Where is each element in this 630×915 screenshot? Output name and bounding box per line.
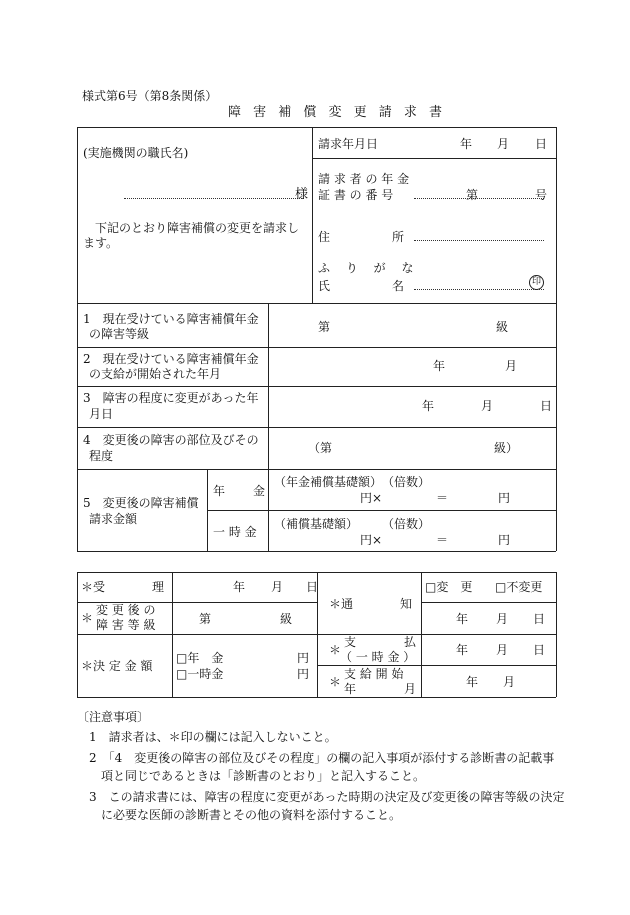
note-2-line-1: 2 「4 変更後の障害の部位及びその程度」の欄の記入事項が添付する診断書の記載事	[89, 751, 555, 765]
row5-a-equals: ＝	[436, 491, 449, 505]
row4-label-2: 程度	[89, 449, 114, 463]
request-date-month: 月	[497, 137, 510, 151]
payment-year: 年	[456, 643, 469, 657]
form-number: 様式第6号（第8条関係）	[82, 89, 218, 103]
payment-label-a: 支	[344, 635, 357, 649]
row5-b-multiplier: （倍数）	[382, 517, 431, 531]
row5-a-multiplier: （倍数）	[382, 475, 431, 489]
row5-a-yen: 円	[498, 491, 511, 505]
row5-b-equals: ＝	[436, 533, 449, 547]
payment-day: 日	[533, 643, 546, 657]
row4-open: （第	[308, 441, 333, 455]
note-1: 1 請求者は、＊印の欄には記入しないこと。	[89, 730, 337, 744]
agency-label: (実施機関の職氏名)	[83, 146, 189, 160]
row2-year: 年	[433, 359, 446, 373]
row4-close: 級）	[494, 441, 519, 455]
row3-day: 日	[540, 399, 553, 413]
notice-day: 日	[533, 612, 546, 626]
decided-pension-checkbox[interactable]: □年 金	[176, 651, 224, 665]
row3-month: 月	[481, 399, 494, 413]
furigana-label: ふ り が な	[318, 261, 420, 275]
start-label-1: 支 給 開 始	[344, 667, 404, 681]
name-label-a: 氏	[318, 279, 331, 293]
row2-label-2: の支給が開始された年月	[89, 367, 222, 381]
start-label-2a: 年	[344, 682, 357, 696]
row5-label-2: 請求金額	[89, 512, 138, 526]
row5-b-yen: 円	[498, 533, 511, 547]
receipt-month: 月	[271, 580, 284, 594]
decided-amount-label: ＊決 定 金 額	[81, 659, 153, 673]
row5-label-1: 5 変更後の障害補償	[83, 496, 199, 510]
changed-grade-label-1: 変 更 後 の	[96, 603, 156, 617]
unchanged-checkbox[interactable]: □不変更	[495, 580, 543, 594]
payment-label-2: （ 一 時 金 ）	[340, 650, 416, 664]
notes-heading: 〔注意事項〕	[77, 710, 150, 724]
row5-b-base: （補償基礎額）	[274, 517, 359, 531]
changed-checkbox[interactable]: □変 更	[425, 580, 473, 594]
receipt-day: 日	[306, 580, 319, 594]
notice-label-a: ＊通	[329, 597, 354, 611]
notice-label-b: 知	[400, 597, 413, 611]
payment-month: 月	[496, 643, 509, 657]
changed-grade-kyu: 級	[280, 612, 293, 626]
row2-label-1: 2 現在受けている障害補償年金	[83, 352, 259, 366]
changed-grade-dai: 第	[199, 612, 212, 626]
receipt-label-b: 理	[152, 580, 165, 594]
row3-label-2: 月日	[89, 407, 114, 421]
address-label-a: 住	[318, 230, 331, 244]
request-date-label: 請求年月日	[318, 137, 379, 151]
decided-pension-yen: 円	[297, 651, 310, 665]
row1-label-2: の障害等級	[89, 327, 150, 341]
pension-go: 号	[535, 188, 548, 202]
sama-label: 様	[295, 187, 309, 202]
address-label-b: 所	[392, 230, 405, 244]
row3-year: 年	[422, 399, 435, 413]
name-label-b: 名	[392, 279, 405, 293]
request-date-day: 日	[535, 137, 548, 151]
start-label-2b: 月	[404, 682, 417, 696]
receipt-year: 年	[233, 580, 246, 594]
start-month: 月	[503, 675, 516, 689]
note-3-line-1: 3 この請求書には、障害の程度に変更があった時期の決定及び変更後の障害等級の決定	[89, 790, 565, 804]
notice-year: 年	[456, 612, 469, 626]
seal-mark: 印	[529, 275, 544, 290]
note-3-line-2: に必要な医師の診断書とその他の資料を添付すること。	[101, 808, 402, 822]
note-2-line-2: 項と同じであるときは「診断書のとおり」と記入すること。	[101, 769, 426, 783]
request-text: 下記のとおり障害補償の変更を請求します。	[83, 221, 300, 250]
row5-ichijikin: 一 時 金	[213, 525, 257, 539]
notice-month: 月	[496, 612, 509, 626]
form-title: 障 害 補 償 変 更 請 求 書	[228, 105, 447, 120]
row5-a-yen-times: 円×	[360, 491, 383, 505]
row5-b-yen-times: 円×	[360, 533, 383, 547]
row5-a-base: （年金補償基礎額）	[274, 475, 383, 489]
payment-label-b: 払	[404, 635, 417, 649]
payment-asterisk: ＊	[329, 643, 342, 657]
receipt-label-a: ＊受	[81, 580, 106, 594]
pension-number-label-2: 証 書 の 番 号	[318, 188, 394, 202]
request-date-year: 年	[460, 137, 473, 151]
pension-number-label-1: 請 求 者 の 年 金	[318, 172, 410, 186]
decided-lump-sum-checkbox[interactable]: □一時金	[176, 667, 224, 681]
row5-nenkin-a: 年	[213, 484, 226, 498]
row4-label-1: 4 変更後の障害の部位及びその	[83, 433, 259, 447]
row3-label-1: 3 障害の程度に変更があった年	[83, 391, 259, 405]
start-year: 年	[466, 675, 479, 689]
changed-grade-label-2: 障 害 等 級	[96, 618, 156, 632]
pension-dai: 第	[466, 188, 479, 202]
row5-nenkin-b: 金	[253, 484, 266, 498]
start-asterisk: ＊	[329, 675, 342, 689]
row1-kyu: 級	[496, 320, 509, 334]
row1-dai: 第	[318, 320, 331, 334]
row2-month: 月	[505, 359, 518, 373]
decided-lump-sum-yen: 円	[297, 667, 310, 681]
row1-label-1: 1 現在受けている障害補償年金	[83, 312, 259, 326]
changed-grade-asterisk: ＊	[81, 611, 94, 625]
